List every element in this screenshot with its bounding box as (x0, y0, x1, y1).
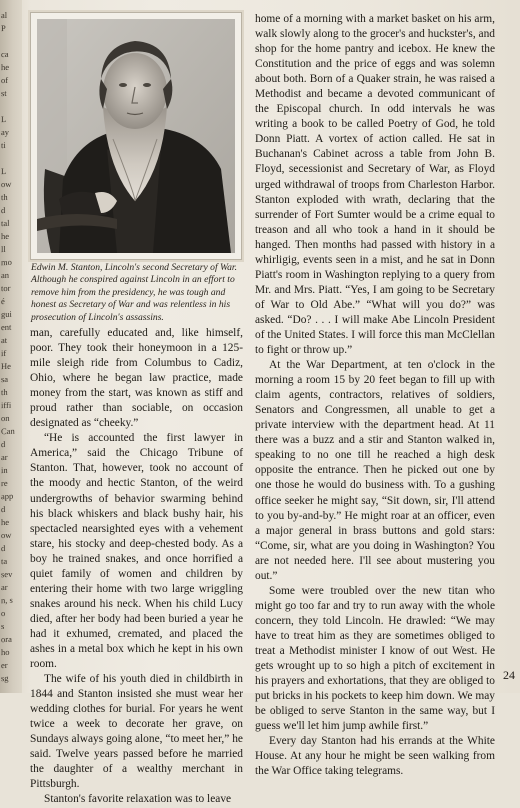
prev-page-fragment: he (1, 230, 10, 242)
paragraph: At the War Department, at ten o'clock in the morning a room 15 by 20 feet began to fill up with claim agents, contractors, relatives of soldiers, Senators and Congressmen, all unable to get a private interview with the department head. At 11 there was a buzz and a stir and Stanton walked in, speaking to no one till he reached a high desk opposite the entrance. Then he picked out one by one those he would do business with. To a gushing office seeker he might say, “Sit down, sir, I'll attend to you by-and-by.” He might roar at an officer, even a major general in brass buttons and gold stars: “Come, sir, what are you doing in Washington? You are not needed here. I'll see about mustering you out.” (255, 359, 495, 582)
paragraph: home of a morning with a market basket on his arm, walk slowly along to the grocer's and huckster's, and shop for the home pantry and icebox. He knew the Constitution and the price of eggs and was solemn about both. Born of a Quaker strain, he was raised a Methodist and became a devoted communicant of the Episcopal church. In odd intervals he was writing a book to be called Poetry of God, he told Donn Piatt. A vortex of action called. He sat in Buchanan's Cabinet across a table from John B. Floyd, secessionist and Secretary of War, as Floyd urged withdrawal of troops from Charleston Harbor. Stanton exploded with wrath, declaring that the surrender of Fort Sumter would be a crime equal to treason and all who took a hand in it should be hanged. Then months had passed with history in a whirligig, events seen in a mist, and he sat in Donn Piatt's room in Washington replying to a query from Mr. and Mrs. Piatt. “Yes, I am going to be Secretary of War to Old Abe.” “What will you do?” was asked. “Do? . . . I will make Abe Lincoln President of the United States. I will force this man McClellan to fight or throw up.” (255, 13, 495, 357)
prev-page-fragment: tor (1, 282, 11, 294)
paragraph: Some were troubled over the new titan who might go too far and try to run away with the whole concern, they told Lincoln. He drawled: “We may have to treat him as they are sometimes obliged to treat a Methodist minister I know of out West. He gets wrought up to so high a pitch of excitement in his prayers and exhortations, that they are obliged to put bricks in his pockets to keep him down. We may be obliged to serve Stanton in the same way, but I guess we'll let him jump awhile first.” (255, 584, 495, 733)
prev-page-fragment: st (1, 87, 7, 99)
prev-page-fragment: é (1, 295, 5, 307)
prev-page-fragment: ent (1, 321, 12, 333)
stanton-portrait-photo (37, 19, 235, 253)
prev-page-fragment: ow (1, 178, 12, 190)
prev-page-fragment: L (1, 113, 7, 125)
prev-page-fragment: n, s (1, 594, 13, 606)
left-text-column (30, 326, 243, 808)
prev-page-fragment: if (1, 347, 7, 359)
paragraph: The wife of his youth died in childbirth in 1844 and Stanton insisted she must wear her wedding clothes for burial. For years he went twice a week to decorate her grave, on Sundays always going alone, “to meet her,” he said. Twelve years passed before he married the daughter of a wealthy merchant in Pittsburgh. (30, 673, 243, 791)
prev-page-fragment: d (1, 542, 6, 554)
prev-page-fragment: Can (1, 425, 15, 437)
prev-page-fragment: d (1, 438, 6, 450)
previous-page-edge (0, 0, 22, 693)
prev-page-fragment: ll (1, 243, 6, 255)
prev-page-fragment: sa (1, 373, 9, 385)
prev-page-fragment: ay (1, 126, 10, 138)
prev-page-fragment: re (1, 477, 8, 489)
page-number: 24 (503, 668, 515, 682)
prev-page-fragment: on (1, 412, 10, 424)
prev-page-fragment: app (1, 490, 14, 502)
prev-page-fragment: ta (1, 555, 8, 567)
prev-page-fragment: ow (1, 529, 12, 541)
prev-page-fragment: d (1, 503, 6, 515)
prev-page-fragment: ar (1, 581, 8, 593)
prev-page-fragment: mo (1, 256, 12, 268)
portrait-photo-frame (30, 12, 242, 260)
prev-page-fragment: o (1, 607, 6, 619)
prev-page-fragment: ora (1, 633, 12, 645)
prev-page-fragment: gui (1, 308, 12, 320)
prev-page-fragment: th (1, 191, 8, 203)
prev-page-fragment: d (1, 204, 6, 216)
prev-page-fragment: sg (1, 672, 9, 684)
prev-page-fragment: ar (1, 451, 8, 463)
prev-page-fragment: iffi (1, 399, 12, 411)
prev-page-fragment: he (1, 516, 10, 528)
prev-page-fragment: P (1, 22, 6, 34)
prev-page-fragment: L (1, 165, 7, 177)
paragraph: Stanton's favorite relaxation was to leave (44, 793, 232, 806)
prev-page-fragment: tal (1, 217, 10, 229)
prev-page-fragment: in (1, 464, 8, 476)
prev-page-fragment: He (1, 360, 11, 372)
prev-page-fragment: s (1, 620, 5, 632)
prev-page-fragment: sev (1, 568, 13, 580)
prev-page-fragment: ca (1, 48, 9, 60)
prev-page-fragment: er (1, 659, 8, 671)
prev-page-fragment: ho (1, 646, 10, 658)
prev-page-fragment: of (1, 74, 9, 86)
paragraph: man, carefully educated and, like himself, poor. They took their honeymoon in a 125-mile sleigh ride from Columbus to Cadiz, Ohio, where he began law practice, made money from the start, was known as stiff and proud rather than sociable, on occasion designated as “cheeky.” (30, 327, 243, 430)
prev-page-fragment: ti (1, 139, 6, 151)
prev-page-fragment: at (1, 334, 8, 346)
prev-page-fragment: an (1, 269, 10, 281)
prev-page-fragment: he (1, 61, 10, 73)
photo-caption: Edwin M. Stanton, Lincoln's second Secretary of War. Although he conspired against Lincoln in an effort to remove him from the presidency, he was tough and honest as Secretary of War and was relentless in his prosecution of Lincoln's assassins. (31, 262, 237, 323)
prev-page-fragment: al (1, 9, 8, 21)
right-text-column (255, 12, 495, 779)
paragraph: “He is accounted the first lawyer in America,” said the Chicago Tribune of Stanton. That, however, took no account of the moody and hectic Stanton, of the weird undergrowths of behavior swarming behind his black whiskers and black bushy hair, his spectacled nearsighted eyes with a vehement stare, his stocky and deep-chested body. As a boy he trained snakes, and once horrified a quiet family of women and children by entering their home with two large wriggling snakes around his neck. When his child Lucy died, after her body had been buried a year he had it exhumed, cremated, and placed the ashes in a metal box which he kept in his own room. (30, 432, 243, 671)
prev-page-fragment: th (1, 386, 8, 398)
paragraph: Every day Stanton had his errands at the White House. At any hour he might be seen walking from the War Office taking telegrams. (255, 735, 495, 778)
